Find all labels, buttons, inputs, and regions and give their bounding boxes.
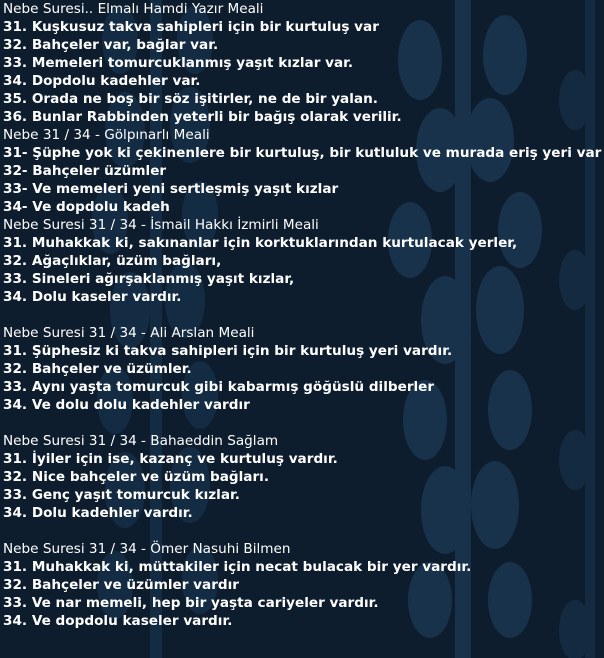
translation-section: [3, 432, 604, 522]
verse-line: 32. Bahçeler var, bağlar var.: [3, 37, 219, 53]
verse-line: 34. Dolu kadehler vardır.: [3, 505, 193, 521]
section-spacer: [3, 306, 604, 324]
translation-title: Nebe Suresi 31 / 34 - Ömer Nasuhi Bilmen: [3, 541, 291, 557]
verse-line: 31. Muhakkak ki, sakınanlar için korktuklarından kurtulacak yerler,: [3, 235, 518, 251]
verse-line: 33- Ve memeleri yeni sertleşmiş yaşıt kızlar: [3, 181, 339, 197]
section-spacer: [3, 522, 604, 540]
verse-line: 33. Aynı yaşta tomurcuk gibi kabarmış göğüslü dilberler: [3, 379, 435, 395]
verse-line: 33. Ve nar memeli, hep bir yaşta cariyeler vardır.: [3, 595, 379, 611]
translation-title: Nebe Suresi.. Elmalı Hamdi Yazır Meali: [3, 1, 264, 17]
translation-section: [3, 216, 604, 306]
verse-line: 31. İyiler için ise, kazanç ve kurtuluş vardır.: [3, 451, 338, 467]
verse-line: 34. Ve dopdolu kaseler vardır.: [3, 613, 233, 629]
verse-line: 32. Ağaçlıklar, üzüm bağları,: [3, 253, 222, 269]
verse-line: 32. Nice bahçeler ve üzüm bağları.: [3, 469, 270, 485]
translation-section: [3, 0, 604, 126]
translation-section: [3, 126, 604, 216]
verse-line: 33. Memeleri tomurcuklanmış yaşıt kızlar var.: [3, 55, 354, 71]
verse-line: 32. Bahçeler ve üzümler vardır: [3, 577, 240, 593]
verse-line: 34. Ve dolu dolu kadehler vardır: [3, 397, 250, 413]
verse-line: 31- Şüphe yok ki çekinenlere bir kurtuluş, bir kutluluk ve murada eriş yeri var: [3, 145, 602, 161]
verse-line: 32. Bahçeler ve üzümler.: [3, 361, 192, 377]
translation-title: Nebe 31 / 34 - Gölpınarlı Meali: [3, 127, 210, 143]
translation-title: Nebe Suresi 31 / 34 - Bahaeddin Sağlam: [3, 433, 279, 449]
translation-title: Nebe Suresi 31 / 34 - Ali Arslan Meali: [3, 325, 255, 341]
verse-line: 32- Bahçeler üzümler: [3, 163, 167, 179]
verse-line: 31. Kuşkusuz takva sahipleri için bir kurtuluş var: [3, 19, 379, 35]
verse-line: 31. Muhakkak ki, müttakiler için necat bulacak bir yer vardır.: [3, 559, 472, 575]
verse-line: 35. Orada ne boş bir söz işitirler, ne de bir yalan.: [3, 91, 378, 107]
translation-section: [3, 324, 604, 414]
verse-line: 34. Dolu kaseler vardır.: [3, 289, 182, 305]
translation-section: [3, 540, 604, 630]
verse-line: 31. Şüphesiz ki takva sahipleri için bir kurtuluş yeri vardır.: [3, 343, 453, 359]
verse-line: 34. Dopdolu kadehler var.: [3, 73, 201, 89]
verse-line: 33. Genç yaşıt tomurcuk kızlar.: [3, 487, 240, 503]
translation-list: [3, 0, 604, 630]
translation-title: Nebe Suresi 31 / 34 - İsmail Hakkı İzmirli Meali: [3, 217, 319, 233]
verse-line: 36. Bunlar Rabbinden yeterli bir bağış olarak verilir.: [3, 109, 402, 125]
verse-line: 33. Sineleri ağırşaklanmış yaşıt kızlar,: [3, 271, 295, 287]
verse-line: 34- Ve dopdolu kadeh: [3, 199, 170, 215]
section-spacer: [3, 414, 604, 432]
meal-text-body: [3, 0, 604, 630]
